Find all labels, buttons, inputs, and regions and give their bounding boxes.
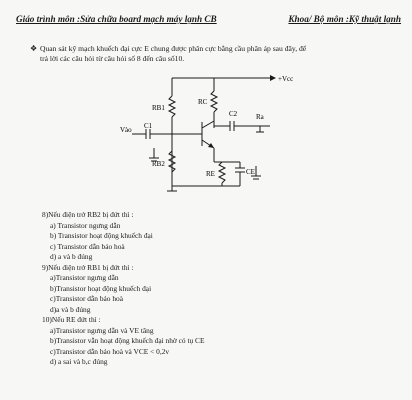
rb2-label: RB2: [152, 160, 165, 168]
intro-line-1: Quan sát kỹ mạch khuếch đại cực E chung được phân cực bằng cầu phân áp sau đây, để: [40, 44, 307, 53]
question-8-option-a: a) Transistor ngưng dẫn: [50, 220, 121, 230]
intro-paragraph: [30, 44, 395, 64]
vcc-label: +Vcc: [278, 75, 294, 83]
c2-label: C2: [229, 110, 238, 118]
question-9-option-c: c)Transistor dẫn bảo hoà: [50, 294, 124, 303]
vao-label: Vào: [120, 126, 132, 134]
question-8-option-b: b) Transistor hoạt động khuếch đại: [50, 231, 153, 240]
intro-line-2: trả lời các câu hỏi từ câu hỏi số 8 đến câu số10.: [40, 54, 185, 63]
question-list: [42, 210, 392, 368]
question-8-stem: 8)Nếu điện trở RB2 bị đứt thì :: [42, 210, 134, 219]
ce-label: CE: [246, 168, 255, 176]
question-10-stem: 10)Nếu RE đứt thì :: [42, 315, 101, 324]
c1-label: C1: [144, 122, 153, 130]
question-8-option-c: c) Transistor dẫn bảo hoà: [50, 241, 125, 251]
question-9-stem: 9)Nếu điện trở RB1 bị đứt thì :: [42, 262, 134, 272]
question-10-option-b: b)Transistor vẫn hoạt động khuếch đại nhờ có tụ CE: [50, 336, 205, 345]
course-title: Giáo trình môn :Sửa chữa board mạch máy lạnh CB: [16, 14, 217, 24]
page-header: [16, 14, 401, 24]
diamond-bullet-icon: ❖: [30, 44, 38, 53]
common-emitter-circuit-diagram: [110, 66, 310, 196]
rc-label: RC: [198, 98, 208, 106]
question-9-option-d: d)a và b đúng: [50, 304, 91, 314]
ra-label: Ra: [256, 113, 264, 121]
question-10-option-c: c)Transistor dẫn bảo hoà và VCE < 0,2v: [50, 346, 170, 356]
question-9-option-a: a)Transistor ngưng dẫn: [50, 273, 119, 282]
question-10-option-d: d) a sai và b,c đúng: [50, 357, 108, 366]
question-10-option-a: a)Transistor ngưng dẫn và VE tăng: [50, 325, 154, 335]
question-8-option-d: d) a và b đúng: [50, 252, 93, 261]
re-label: RE: [206, 170, 215, 178]
question-9-option-b: b)Transistor hoạt động khuếch đại: [50, 283, 152, 293]
rb1-label: RB1: [152, 104, 165, 112]
department-title: Khoa/ Bộ môn :Kỹ thuật lạnh: [288, 14, 401, 24]
